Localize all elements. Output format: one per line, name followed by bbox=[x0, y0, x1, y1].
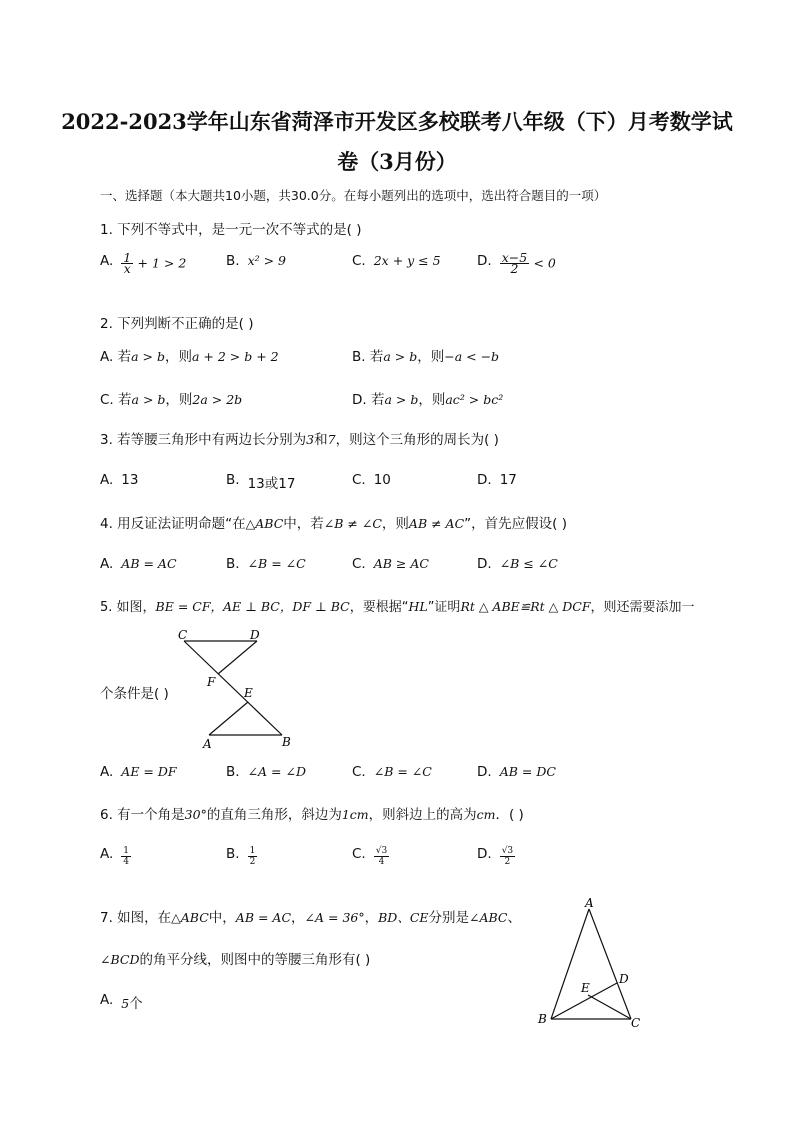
q5-stem: 5. 如图，BE = CF，AE ⊥ BC，DF ⊥ BC，要根据“HL”证明Rt △ ABE≌Rt △ DCF，则还需要添加一 bbox=[100, 599, 695, 615]
label-e: E bbox=[581, 981, 590, 995]
section-heading: 一、选择题（本大题共10小题，共30.0分。在每小题列出的选项中，选出符合题目的一项） bbox=[100, 188, 607, 203]
label-b: B bbox=[538, 1012, 547, 1026]
fraction: $\frac{1}{4}$ bbox=[123, 846, 130, 867]
label-f: F bbox=[207, 675, 216, 689]
q4-option-a[interactable]: A. AB = AC bbox=[100, 556, 177, 572]
segment-ae bbox=[209, 702, 248, 735]
segment-df bbox=[218, 641, 257, 674]
q6-option-a[interactable]: A. $\frac{1}{4}$ bbox=[100, 846, 130, 867]
label-c: C bbox=[178, 628, 188, 642]
label-b: B bbox=[282, 735, 291, 749]
q4-stem: 4. 用反证法证明命题“在△ABC中，若∠B ≠ ∠C，则AB ≠ AC”，首先应假设( ) bbox=[100, 516, 567, 532]
q6-stem: 6. 有一个角是30°的直角三角形，斜边为1cm，则斜边上的高为cm．( ) bbox=[100, 807, 524, 823]
q2-option-b[interactable]: B. 若a > b，则−a < −b bbox=[352, 349, 500, 365]
label-a: A bbox=[585, 896, 594, 910]
segment-ab bbox=[551, 909, 589, 1019]
label-c: C bbox=[631, 1016, 641, 1030]
label-e: E bbox=[244, 686, 253, 700]
q3-option-d[interactable]: D. 17 bbox=[477, 472, 517, 488]
q3-stem: 3. 若等腰三角形中有两边长分别为3和7，则这个三角形的周长为( ) bbox=[100, 432, 499, 448]
fraction: $\frac{1}{x}$ bbox=[123, 250, 132, 276]
q4-option-c[interactable]: C. AB ≥ AC bbox=[352, 556, 429, 572]
q7-stem: 7. 如图，在△ABC中，AB = AC，∠A = 36°，BD、CE分别是∠ABC、 bbox=[100, 910, 521, 926]
q1-option-c[interactable]: C. 2x + y ≤ 5 bbox=[352, 253, 441, 269]
label-d: D bbox=[619, 972, 629, 986]
q4-option-b[interactable]: B. ∠B = ∠C bbox=[226, 556, 306, 572]
q6-option-c[interactable]: C. $\frac{√3}{4}$ bbox=[352, 846, 388, 867]
q2-option-a[interactable]: A. 若a > b，则a + 2 > b + 2 bbox=[100, 349, 279, 365]
q6-option-d[interactable]: D. $\frac{√3}{2}$ bbox=[477, 846, 514, 867]
fraction: $\frac{x-5}{2}$ bbox=[501, 250, 528, 276]
q2-stem: 2. 下列判断不正确的是( ) bbox=[100, 316, 254, 332]
q3-option-a[interactable]: A. 13 bbox=[100, 472, 139, 488]
fraction: $\frac{√3}{4}$ bbox=[375, 846, 388, 867]
q7-stem-line2: ∠BCD的角平分线，则图中的等腰三角形有( ) bbox=[100, 952, 371, 968]
q3-option-b[interactable]: B. 13或17 bbox=[226, 472, 296, 492]
label-a: A bbox=[203, 737, 212, 751]
q1-option-b[interactable]: B. x² > 9 bbox=[226, 253, 286, 269]
q3-option-c[interactable]: C. 10 bbox=[352, 472, 391, 488]
fraction: $\frac{1}{2}$ bbox=[249, 846, 256, 867]
q7-figure bbox=[535, 895, 650, 1030]
q6-option-b[interactable]: B. $\frac{1}{2}$ bbox=[226, 846, 256, 867]
q2-option-c[interactable]: C. 若a > b，则2a > 2b bbox=[100, 392, 243, 408]
q1-option-d[interactable]: D. $\frac{x-5}{2}$ < 0 bbox=[477, 250, 556, 276]
segment-ac bbox=[589, 909, 631, 1019]
q7-option-a[interactable]: A. 5个 bbox=[100, 992, 143, 1012]
q5-stem-line2: 个条件是( ) bbox=[100, 686, 169, 702]
q5-figure bbox=[170, 624, 300, 752]
label-d: D bbox=[250, 628, 260, 642]
segment-cb bbox=[184, 641, 282, 735]
q5-option-c[interactable]: C. ∠B = ∠C bbox=[352, 764, 432, 780]
q5-option-b[interactable]: B. ∠A = ∠D bbox=[226, 764, 306, 780]
q5-option-a[interactable]: A. AE = DF bbox=[100, 764, 177, 780]
title-line-1: 2022-2023学年山东省菏泽市开发区多校联考八年级（下）月考数学试 bbox=[61, 109, 733, 134]
q2-option-d[interactable]: D. 若a > b，则ac² > bc² bbox=[352, 392, 504, 408]
segment-ce bbox=[588, 995, 631, 1019]
q1-option-a[interactable]: A. $\frac{1}{x}$ + 1 > 2 bbox=[100, 250, 187, 276]
title-line-2: 卷（3月份） bbox=[337, 149, 457, 174]
q1-stem: 1. 下列不等式中，是一元一次不等式的是( ) bbox=[100, 222, 362, 238]
q4-option-d[interactable]: D. ∠B ≤ ∠C bbox=[477, 556, 558, 572]
fraction: $\frac{√3}{2}$ bbox=[501, 846, 514, 867]
q5-option-d[interactable]: D. AB = DC bbox=[477, 764, 556, 780]
